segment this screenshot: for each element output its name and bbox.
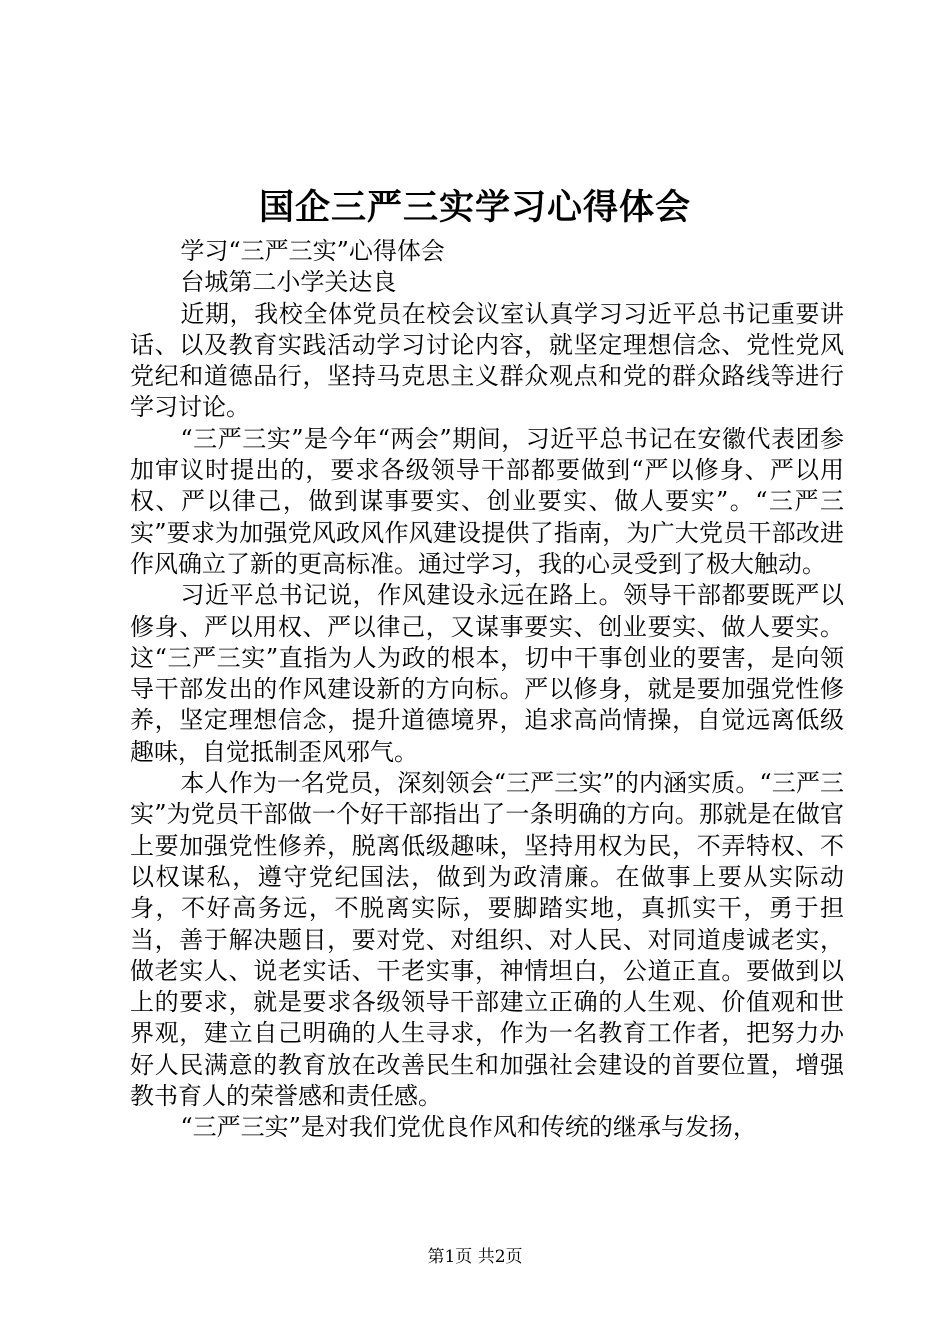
paragraph: 近期，我校全体党员在校会议室认真学习习近平总书记重要讲话、以及教育实践活动学习讨论内容，就坚定理想信念、党性党风党纪和道德品行，坚持马克思主义群众观点和党的群众路线等进行学习讨论。: [130, 299, 844, 422]
page-number-footer: 第1页 共2页: [427, 1247, 523, 1267]
paragraph: 本人作为一名党员，深刻领会“三严三实”的内涵实质。“三严三实”为党员干部做一个好干部指出了一条明确的方向。那就是在做官上要加强党性修养，脱离低级趣味，坚持用权为民，不弄特权、不以权谋私，遵守党纪国法，做到为政清廉。在做事上要从实际动身，不好高务远，不脱离实际，要脚踏实地，真抓实干，勇于担当，善于解决题目，要对党、对组织、对人民、对同道虔诚老实，做老实人、说老实话、干老实事，神情坦白，公道正直。要做到以上的要求，就是要求各级领导干部建立正确的人生观、价值观和世界观，建立自己明确的人生寻求，作为一名教育工作者，把努力办好人民满意的教育放在改善民生和加强社会建设的首要位置，增强教书育人的荣誉感和责任感。: [130, 769, 844, 1111]
document-subtitle: 学习“三严三实”心得体会: [180, 237, 445, 265]
document-body: [130, 236, 844, 1144]
paragraph: “三严三实”是对我们党优良作风和传统的继承与发扬，: [180, 1113, 757, 1142]
paragraph: “三严三实”是今年“两会”期间，习近平总书记在安徽代表团参加审议时提出的，要求各级领导干部都要做到“严以修身、严以用权、严以律己，做到谋事要实、创业要实、做人要实”。“三严三实”要求为加强党风政风作风建设提供了指南，为广大党员干部改进作风确立了新的更高标准。通过学习，我的心灵受到了极大触动。: [130, 424, 844, 578]
document-author: 台城第二小学关达良: [180, 268, 397, 297]
document-title: 国企三严三实学习心得体会: [258, 187, 691, 228]
paragraph: 习近平总书记说，作风建设永远在路上。领导干部都要既严以修身、严以用权、严以律己，又谋事要实、创业要实、做人要实。这“三严三实”直指为人为政的根本，切中干事创业的要害，是向领导干部发出的作风建设新的方向标。严以修身，就是要加强党性修养，坚定理想信念，提升道德境界，追求高尚情操，自觉远离低级趣味，自觉抵制歪风邪气。: [130, 581, 844, 766]
